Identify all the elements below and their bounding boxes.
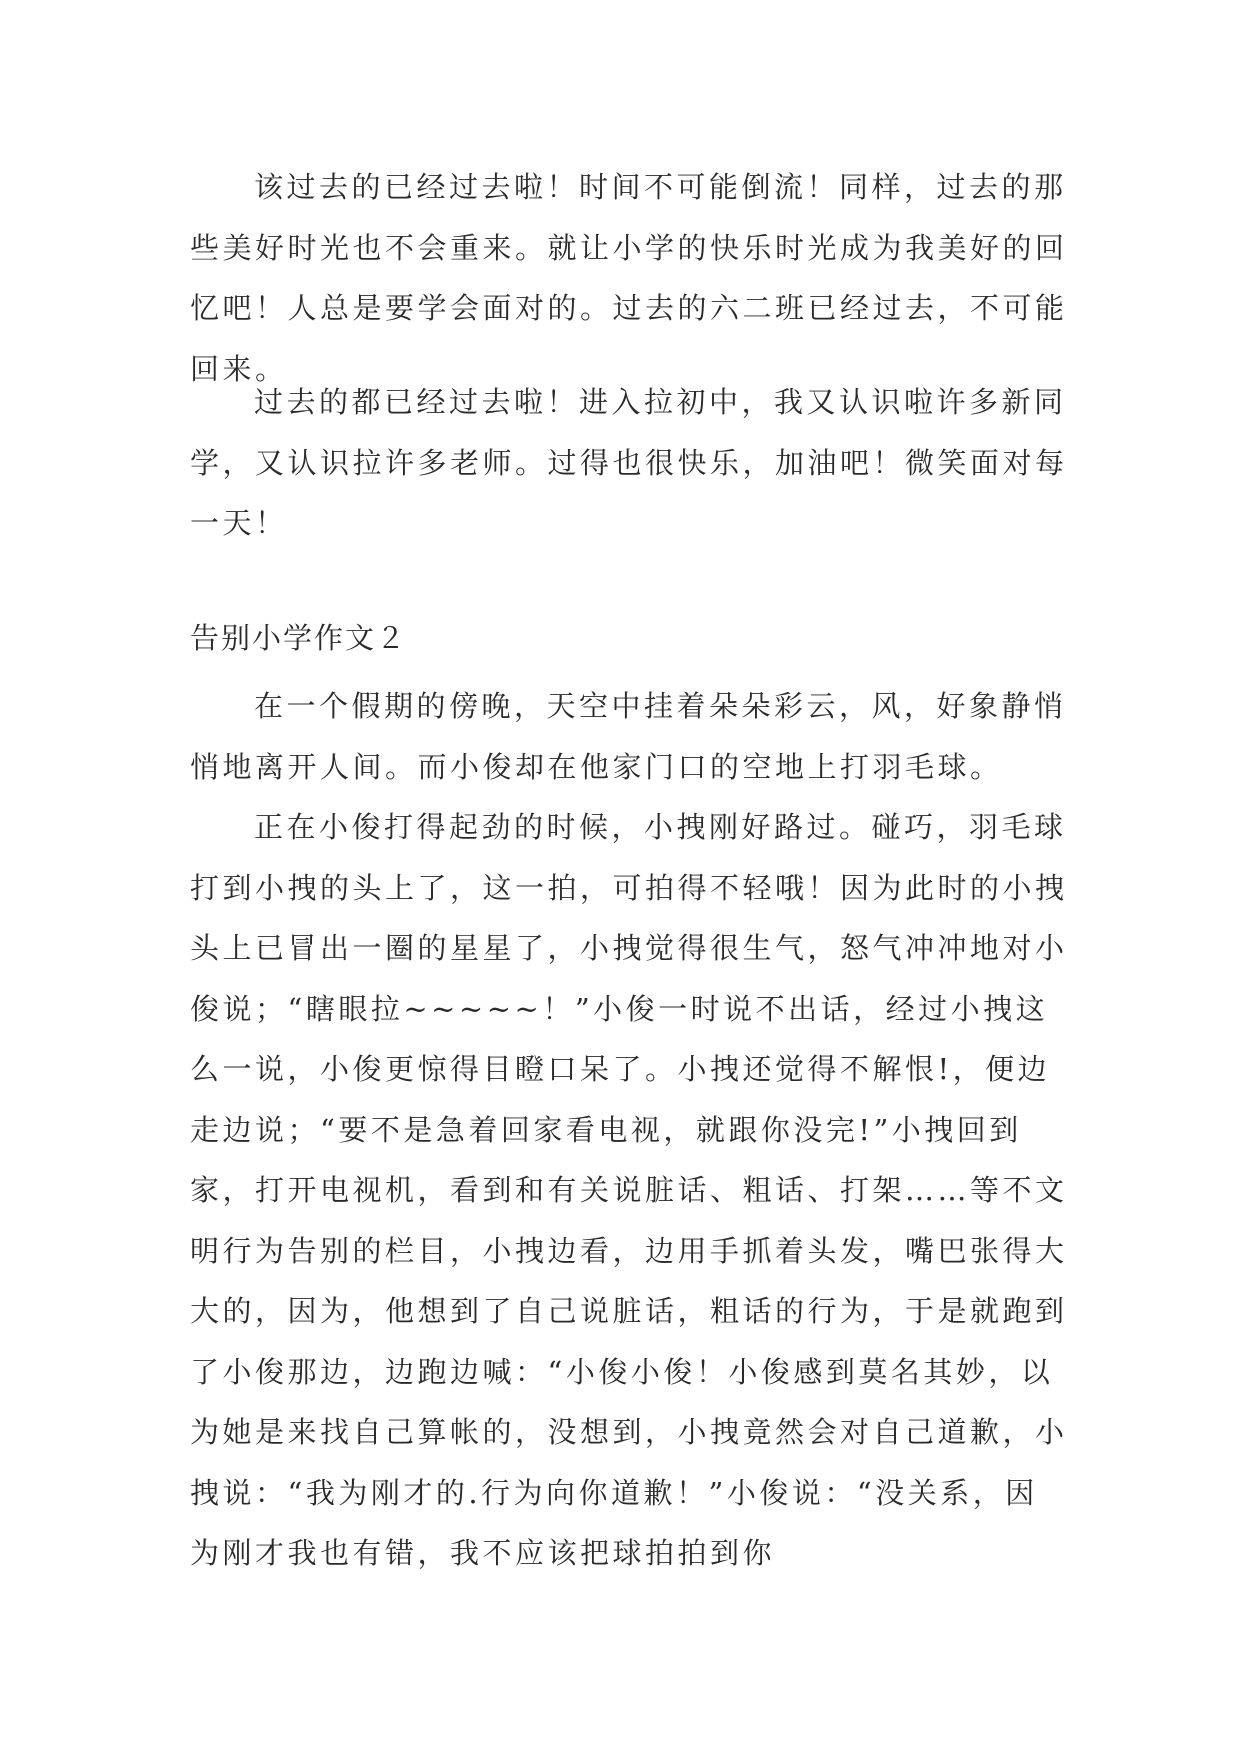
paragraph-3: 在一个假期的傍晚，天空中挂着朵朵彩云，风，好象静悄悄地离开人间。而小俊却在他家门口的空地上打羽毛球。 [190,689,1067,784]
section-heading: 告别小学作文２ [190,621,408,655]
essay-body [190,676,1070,1584]
paragraph-2: 过去的都已经过去啦！进入拉初中，我又认识啦许多新同学，又认识拉许多老师。过得也很快乐，加油吧！微笑面对每一天！ [190,385,1068,540]
paragraph-1: 该过去的已经过去啦！时间不可能倒流！同样，过去的那些美好时光也不会重来。就让小学的快乐时光成为我美好的回忆吧！人总是要学会面对的。过去的六二班已经过去，不可能回来。 [190,170,1068,386]
paragraph-4: 正在小俊打得起劲的时候，小拽刚好路过。碰巧，羽毛球打到小拽的头上了，这一拍，可拍得不轻哦！因为此时的小拽头上已冒出一圈的星星了，小拽觉得很生气，怒气冲冲地对小俊说；“瞎眼拉~~~~~！”小俊一时说不出话，经过小拽这么一说，小俊更惊得目瞪口呆了。小拽还觉得不解恨!，便边走边说；“要不是急着回家看电视，就跟你没完!”小拽回到家，打开电视机，看到和有关说脏话、粗话、打架……等不文明行为告别的栏目，小拽边看，边用手抓着头发，嘴巴张得大大的，因为，他想到了自己说脏话，粗话的行为，于是就跑到了小俊那边，边跑边喊：“小俊小俊！小俊感到莫名其妙，以为她是来找自己算帐的，没想到，小拽竟然会对自己道歉，小拽说：“我为刚才的.行为向你道歉！”小俊说：“没关系，因为刚才我也有错，我不应该把球拍拍到你 [190,810,1068,1570]
